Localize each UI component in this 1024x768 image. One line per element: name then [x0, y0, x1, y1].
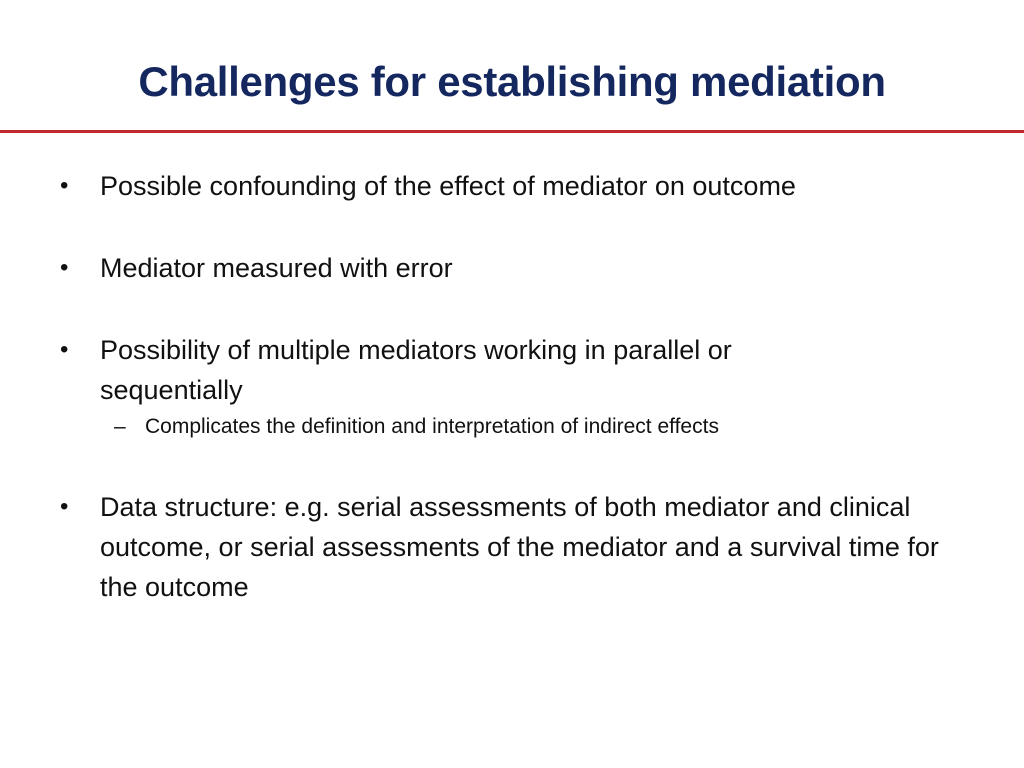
slide-title: Challenges for establishing mediation: [138, 58, 886, 105]
bullet-item: [60, 248, 960, 288]
bullet-marker: •: [60, 493, 69, 520]
bullet-marker: •: [60, 254, 69, 281]
bullet-item: [60, 330, 880, 410]
sub-bullet-marker: –: [114, 415, 126, 438]
sub-bullet-item: [114, 412, 914, 442]
bullet-item: [60, 166, 960, 206]
bullet-text: Possibility of multiple mediators working in parallel or sequentially: [100, 335, 732, 405]
bullet-marker: •: [60, 336, 69, 363]
bullet-text: Possible confounding of the effect of mediator on outcome: [100, 171, 796, 201]
bullet-marker: •: [60, 172, 69, 199]
sub-bullet-text: Complicates the definition and interpretation of indirect effects: [145, 415, 719, 438]
bullet-text: Data structure: e.g. serial assessments of both mediator and clinical outcome, or serial assessments of the mediator and a survival time for the outcome: [100, 492, 939, 602]
bullet-item: [60, 487, 960, 607]
bullet-text: Mediator measured with error: [100, 253, 453, 283]
title-divider: [0, 130, 1024, 133]
